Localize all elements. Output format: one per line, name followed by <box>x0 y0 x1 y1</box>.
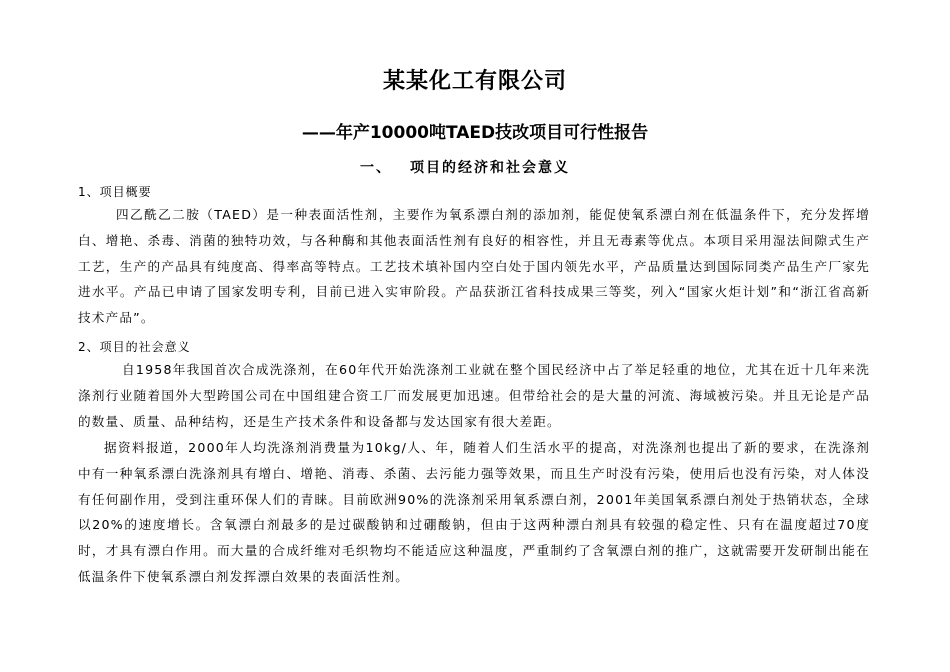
section-title: 项目的经济和社会意义 <box>410 160 570 176</box>
item-heading-social-significance: 2、项目的社会意义 <box>78 340 191 354</box>
section-heading <box>360 157 570 177</box>
document-subtitle: ——年产10000吨TAED技改项目可行性报告 <box>301 123 649 143</box>
document-title: 某某化工有限公司 <box>382 69 567 94</box>
item-heading-overview: 1、项目概要 <box>78 185 152 199</box>
paragraph-market-data: 据资料报道，2000年人均洗涤剂消费量为10kg/人、年，随着人们生活水平的提高，对洗涤剂也提出了新的要求，在洗涤剂中有一种氧系漂白洗涤剂具有增白、增艳、消毒、杀菌、去污能力强等效果，而且生产时没有污染，使用后也没有污染，对人体没有任何副作用，受到注重环保人们的青睐。目前欧洲90%的洗涤剂采用氧系漂白剂，2001年美国氧系漂白剂处于热销状态，全球以20%的速度增长。含氧漂白剂最多的是过碳酸钠和过硼酸钠，但由于这两种漂白剂具有较强的稳定性、只有在温度超过70度时，才具有漂白作用。而大量的合成纤维对毛织物均不能适应这种温度，严重制约了含氧漂白剂的推广，这就需要开发研制出能在低温条件下使氧系漂白剂发挥漂白效果的表面活性剂。 <box>78 440 870 584</box>
paragraph-overview: 四乙酰乙二胺（TAED）是一种表面活性剂，主要作为氧系漂白剂的添加剂，能促使氧系漂白剂在低温条件下，充分发挥增白、增艳、杀毒、消菌的独特功效，与各种酶和其他表面活性剂有良好的相容性，并且无毒素等优点。本项目采用湿法间隙式生产工艺，生产的产品具有纯度高、得率高等特点。工艺技术填补国内空白处于国内领先水平，产品质量达到国际同类产品生产厂家先进水平。产品已申请了国家发明专利，目前已进入实审阶段。产品获浙江省科技成果三等奖，列入“国家火炬计划”和“浙江省高新技术产品”。 <box>78 207 870 326</box>
section-number: 一、 <box>360 160 392 176</box>
paragraph-history: 自1958年我国首次合成洗涤剂，在60年代开始洗涤剂工业就在整个国民经济中占了举足轻重的地位，尤其在近十几年来洗涤剂行业随着国外大型跨国公司在中国组建合资工厂而发展更加迅速。但带给社会的是大量的河流、海域被污染。并且无论是产品的数量、质量、品种结构，还是生产技术条件和设备都与发达国家有很大差距。 <box>78 362 870 429</box>
